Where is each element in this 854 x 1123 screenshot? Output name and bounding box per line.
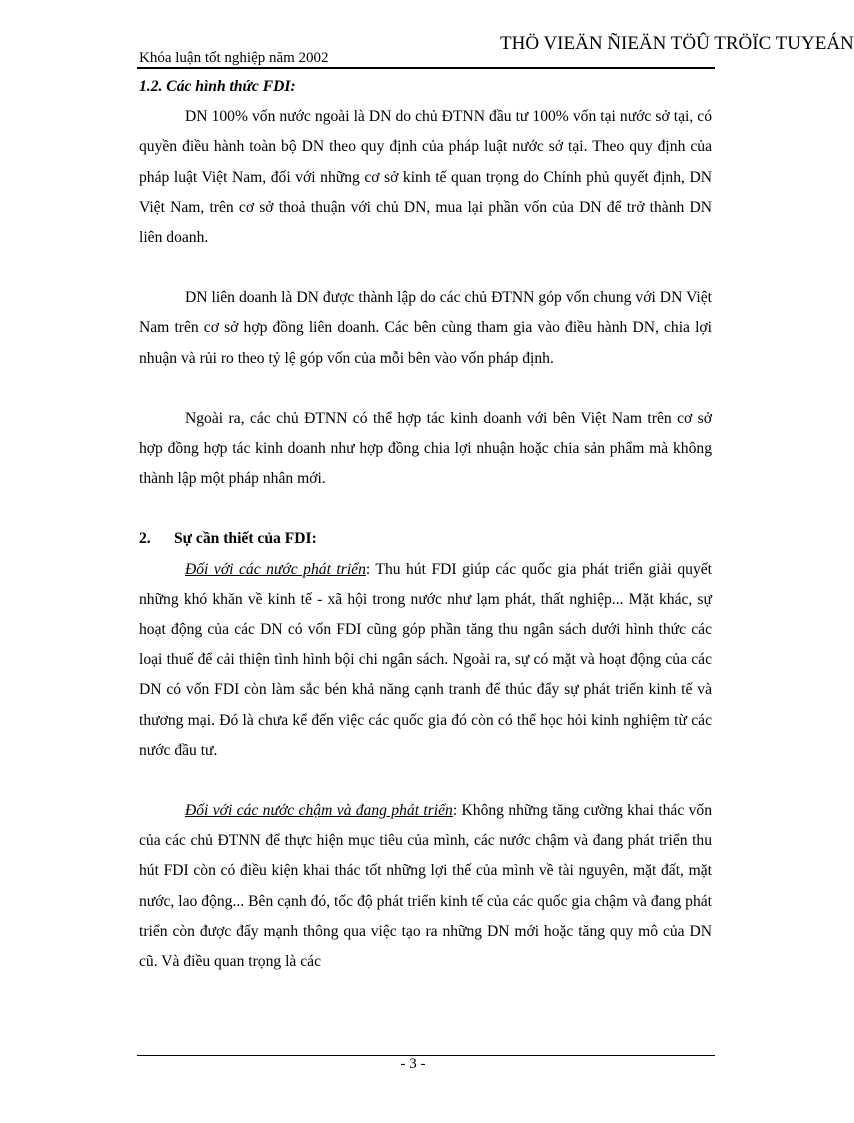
page-body	[139, 72, 712, 977]
developed-countries-text: : Thu hút FDI giúp các quốc gia phát triển giải quyết những khó khăn về kinh tế - xã hội trong nước như lạm phát, thất nghiệp... Mặt khác, sự hoạt động của các DN có vốn FDI cũng góp phần tăng thu ngân sách dưới hình thức các loại thuế để cải thiện tình hình bội chi ngân sách. Ngoài ra, sự có mặt và hoạt động của các DN có vốn FDI còn làm sắc bén khả năng cạnh tranh để thúc đẩy sự phát triển kinh tế và thương mại. Đó là chưa kể đến việc các quốc gia đó còn có thể học hỏi kinh nghiệm từ các nước đầu tư.	[139, 560, 712, 759]
developing-countries-text: : Không những tăng cường khai thác vốn của các chủ ĐTNN để thực hiện mục tiêu của mình, các nước chậm và đang phát triển thu hút FDI còn có điều kiện khai thác tốt những lợi thế của mình về tài nguyên, mặt đất, mặt nước, lao động... Bên cạnh đó, tốc độ phát triển kinh tế của các quốc gia chậm và đang phát triển còn được đẩy mạnh thông qua việc tạo ra những DN mới hoặc tăng quy mô của DN cũ. Và điều quan trọng là các	[139, 802, 713, 971]
page-number-text: - 3 -	[400, 1056, 426, 1072]
section-1-2-heading: 1.2. Các hình thức FDI:	[139, 78, 296, 95]
section-2-title: Sự cần thiết của FDI:	[174, 530, 317, 548]
page-number	[0, 1056, 816, 1073]
header-library-name: THÖ VIEÄN ÑIEÄN TÖÛ TRÖÏC TUYEÁN	[500, 33, 854, 54]
paragraph-developing-countries	[139, 796, 712, 977]
paragraph-business-cooperation: Ngoài ra, các chủ ĐTNN có thể hợp tác kinh doanh với bên Việt Nam trên cơ sở hợp đồng hợp tác kinh doanh như hợp đồng chia lợi nhuận hoặc chia sản phẩm mà không thành lập một pháp nhân mới.	[139, 409, 712, 488]
paragraph-developed-countries	[139, 555, 712, 766]
developing-countries-lead: Đối với các nước chậm và đang phát triển	[185, 802, 453, 820]
developed-countries-lead: Đối với các nước phát triển	[185, 560, 366, 578]
header-doc-title: Khóa luận tốt nghiệp năm 2002	[139, 50, 329, 66]
section-2-heading	[139, 524, 712, 554]
paragraph-joint-venture: DN liên doanh là DN được thành lập do các chủ ĐTNN góp vốn chung với DN Việt Nam trên cơ sở hợp đồng liên doanh. Các bên cùng tham gia vào điều hành DN, chia lợi nhuận và rủi ro theo tỷ lệ góp vốn của mỗi bên vào vốn pháp định.	[139, 289, 712, 367]
section-2-number: 2.	[139, 530, 151, 548]
paragraph-fdi-100-percent: DN 100% vốn nước ngoài là DN do chủ ĐTNN đầu tư 100% vốn tại nước sở tại, có quyền điều hành toàn bộ DN theo quy định của pháp luật nước sở tại. Theo quy định của pháp luật Việt Nam, đối với những cơ sở kinh tế quan trọng do Chính phủ quyết định, DN Việt Nam, trên cơ sở thoả thuận với chủ DN, mua lại phần vốn của DN để trở thành DN liên doanh.	[139, 108, 712, 247]
header-divider	[137, 67, 715, 69]
